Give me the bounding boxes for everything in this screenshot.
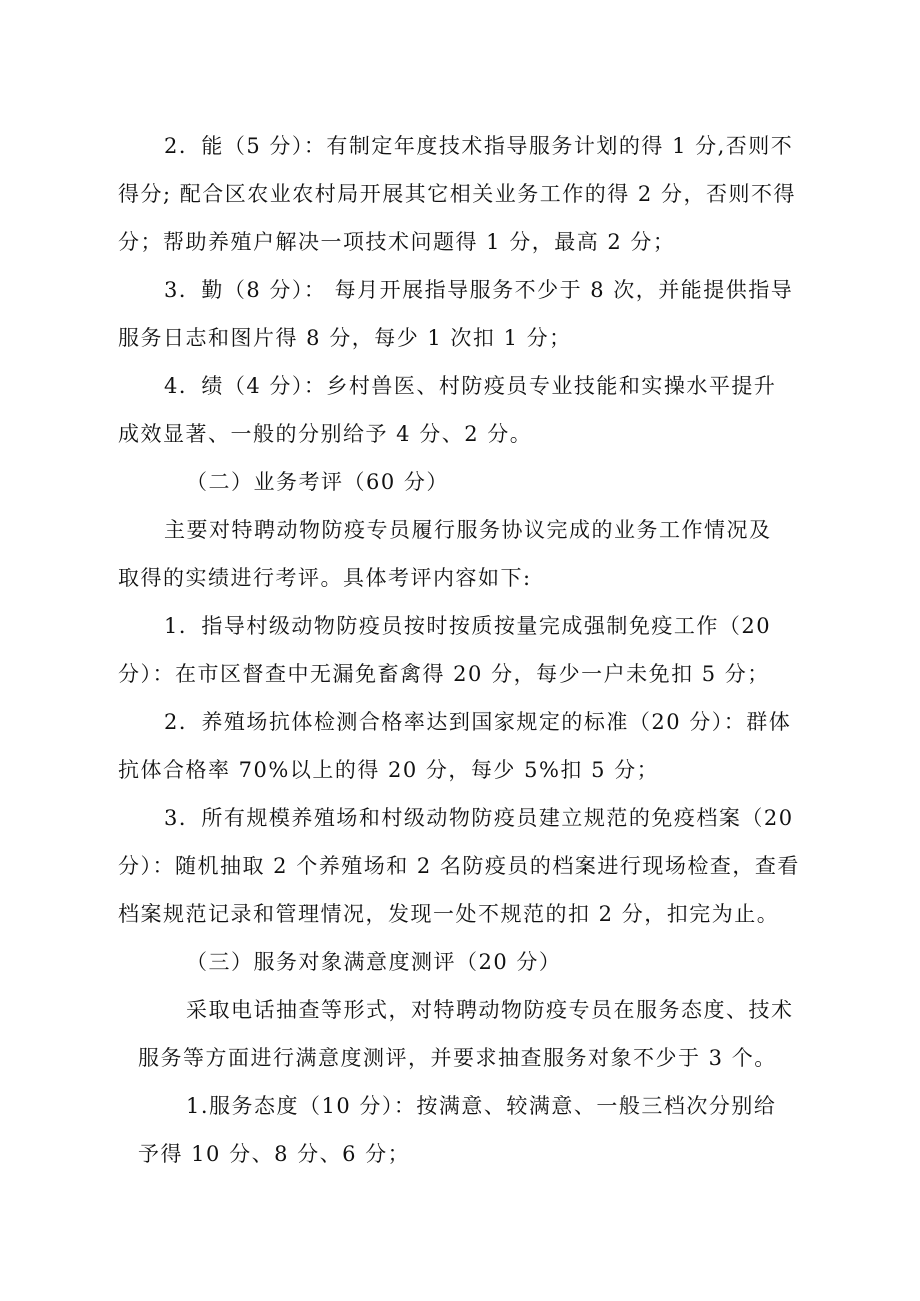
section-2-item-3-line-2: 分）：随机抽取 2 个养殖场和 2 名防疫员的档案进行现场检查，查看	[118, 854, 800, 878]
section-2-item-3-line-3: 档案规范记录和管理情况，发现一处不规范的扣 2 分，扣完为止。	[118, 902, 780, 926]
item-3-line-1: 3．勤（8 分）： 每月开展指导服务不少于 8 次，并能提供指导	[164, 278, 794, 302]
section-2-item-2-line-2: 抗体合格率 70%以上的得 20 分，每少 5%扣 5 分；	[118, 758, 660, 782]
section-2-item-1-line-1: 1．指导村级动物防疫员按时按质按量完成强制免疫工作（20	[164, 614, 772, 638]
section-3-item-1-line-1: 1.服务态度（10 分）：按满意、较满意、一般三档次分别给	[186, 1094, 777, 1118]
section-2-intro-line-1: 主要对特聘动物防疫专员履行服务协议完成的业务工作情况及	[164, 518, 772, 542]
section-2-item-3-line-1: 3．所有规模养殖场和村级动物防疫员建立规范的免疫档案（20	[164, 806, 794, 830]
section-3-intro-line-1: 采取电话抽查等形式，对特聘动物防疫专员在服务态度、技术	[186, 998, 794, 1022]
section-2-intro-line-2: 取得的实绩进行考评。具体考评内容如下:	[118, 566, 532, 590]
section-3-intro-line-2: 服务等方面进行满意度测评，并要求抽查服务对象不少于 3 个。	[138, 1046, 777, 1070]
item-4-line-1: 4．绩（4 分）：乡村兽医、村防疫员专业技能和实操水平提升	[164, 374, 777, 398]
item-2-line-2: 得分; 配合区农业农村局开展其它相关业务工作的得 2 分，否则不得	[118, 182, 796, 206]
section-3-item-1-line-2: 予得 10 分、8 分、6 分；	[138, 1142, 411, 1166]
section-2-heading: （二）业务考评（60 分）	[186, 470, 449, 494]
section-2-item-2-line-1: 2．养殖场抗体检测合格率达到国家规定的标准（20 分）：群体	[164, 710, 792, 734]
section-3-heading: （三）服务对象满意度测评（20 分）	[186, 950, 562, 974]
item-2-line-3: 分；帮助养殖户解决一项技术问题得 1 分，最高 2 分；	[118, 230, 676, 254]
item-4-line-2: 成效显著、一般的分别给予 4 分、2 分。	[118, 422, 533, 446]
section-2-item-1-line-2: 分）：在市区督查中无漏免畜禽得 20 分，每少一户未免扣 5 分；	[118, 662, 770, 686]
item-2-line-1: 2．能（5 分）：有制定年度技术指导服务计划的得 1 分,否则不	[164, 134, 794, 158]
item-3-line-2: 服务日志和图片得 8 分，每少 1 次扣 1 分；	[118, 326, 572, 350]
